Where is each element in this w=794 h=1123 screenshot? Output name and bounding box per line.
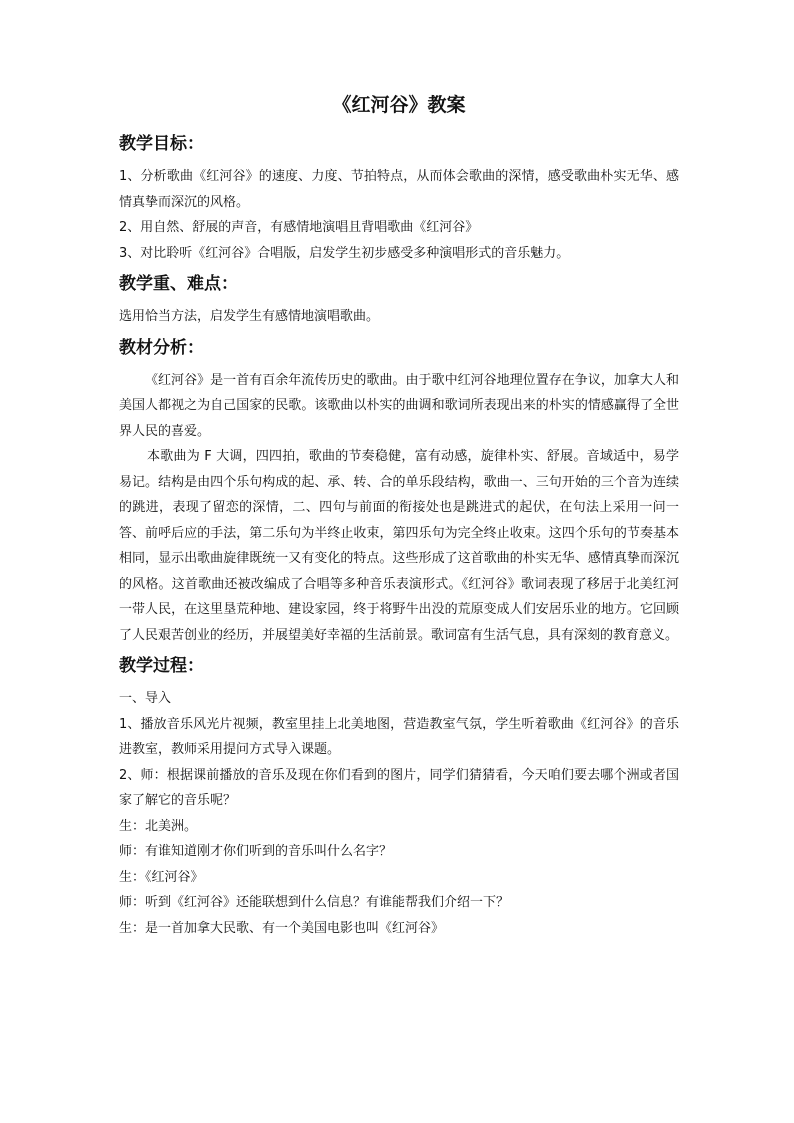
process-line-1: 一、导入 <box>119 691 172 706</box>
section-process <box>119 654 679 941</box>
goal-item-3: 3、对比聆听《红河谷》合唱版，启发学生初步感受多种演唱形式的音乐魅力。 <box>119 245 570 261</box>
section-heading-focus: 教学重、难点： <box>119 274 238 294</box>
process-line-7: 师：听到《红河谷》还能联想到什么信息？有谁能帮我们介绍一下？ <box>119 895 510 910</box>
section-goals <box>119 132 679 266</box>
focus-text: 选用恰当方法，启发学生有感情地演唱歌曲。 <box>119 309 380 324</box>
goal-item-2: 2、用自然、舒展的声音，有感情地演唱且背唱歌曲《红河谷》 <box>119 220 479 235</box>
section-heading-analysis: 教材分析： <box>119 337 204 358</box>
analysis-paragraph-2: 本歌曲为 F 大调，四四拍，歌曲的节奏稳健，富有动感，旋律朴实、舒展。音域适中，易学易记。结构是由四个乐句构成的起、承、转、合的单乐段结构，歌曲一、三句开始的三个音为连续的跳进，表现了留恋的深情，二、四句与前面的衔接处也是跳进式的起伏，在句法上采用一问一答、前呼后应的手法，第二乐句为半终止收束，第四乐句为完全终止收束。这四个乐句的节奏基本相同，显示出歌曲旋律既统一又有变化的特点。这些形成了这首歌曲的朴实无华、感情真挚而深沉的风格。这首歌曲还被改编成了合唱等多种音乐表演形式。《红河谷》歌词表现了移居于北美红河一带人民，在这里垦荒种地、建设家园，终于将野牛出没的荒原变成人们安居乐业的地方。它回顾了人民艰苦创业的经历，并展望美好幸福的生活前景。歌词富有生活气息，具有深刻的教育意义。 <box>119 449 679 643</box>
process-line-6: 生：《红河谷》 <box>119 869 204 885</box>
process-line-4: 生：北美洲。 <box>119 818 198 834</box>
section-analysis <box>119 336 679 649</box>
process-line-8: 生：是一首加拿大民歌、有一个美国电影也叫《红河谷》 <box>119 920 445 936</box>
section-heading-process: 教学过程： <box>119 656 204 676</box>
document-title: 《红河谷》教案 <box>332 94 466 116</box>
section-focus <box>119 272 679 330</box>
document-content <box>119 92 679 947</box>
process-line-3: 2、师：根据课前播放的音乐及现在你们看到的图片，同学们猜猜看，今天咱们要去哪个洲或者国家了解它的音乐呢？ <box>119 767 679 808</box>
process-line-5: 师：有谁知道刚才你们听到的音乐叫什么名字？ <box>119 844 393 859</box>
analysis-paragraph-1: 《红河谷》是一首有百余年流传历史的歌曲。由于歌中红河谷地理位置存在争议，加拿大人和美国人都视之为自己国家的民歌。该歌曲以朴实的曲调和歌词所表现出来的朴实的情感赢得了全世界人民的喜爱。 <box>119 372 679 439</box>
process-line-2: 1、播放音乐风光片视频，教室里挂上北美地图，营造教室气氛，学生听着歌曲《红河谷》的音乐进教室，教师采用提问方式导入课题。 <box>119 716 679 757</box>
section-heading-goals: 教学目标： <box>119 134 204 154</box>
goal-item-1: 1、分析歌曲《红河谷》的速度、力度、节拍特点，从而体会歌曲的深情，感受歌曲朴实无华、感情真挚而深沉的风格。 <box>119 169 679 210</box>
